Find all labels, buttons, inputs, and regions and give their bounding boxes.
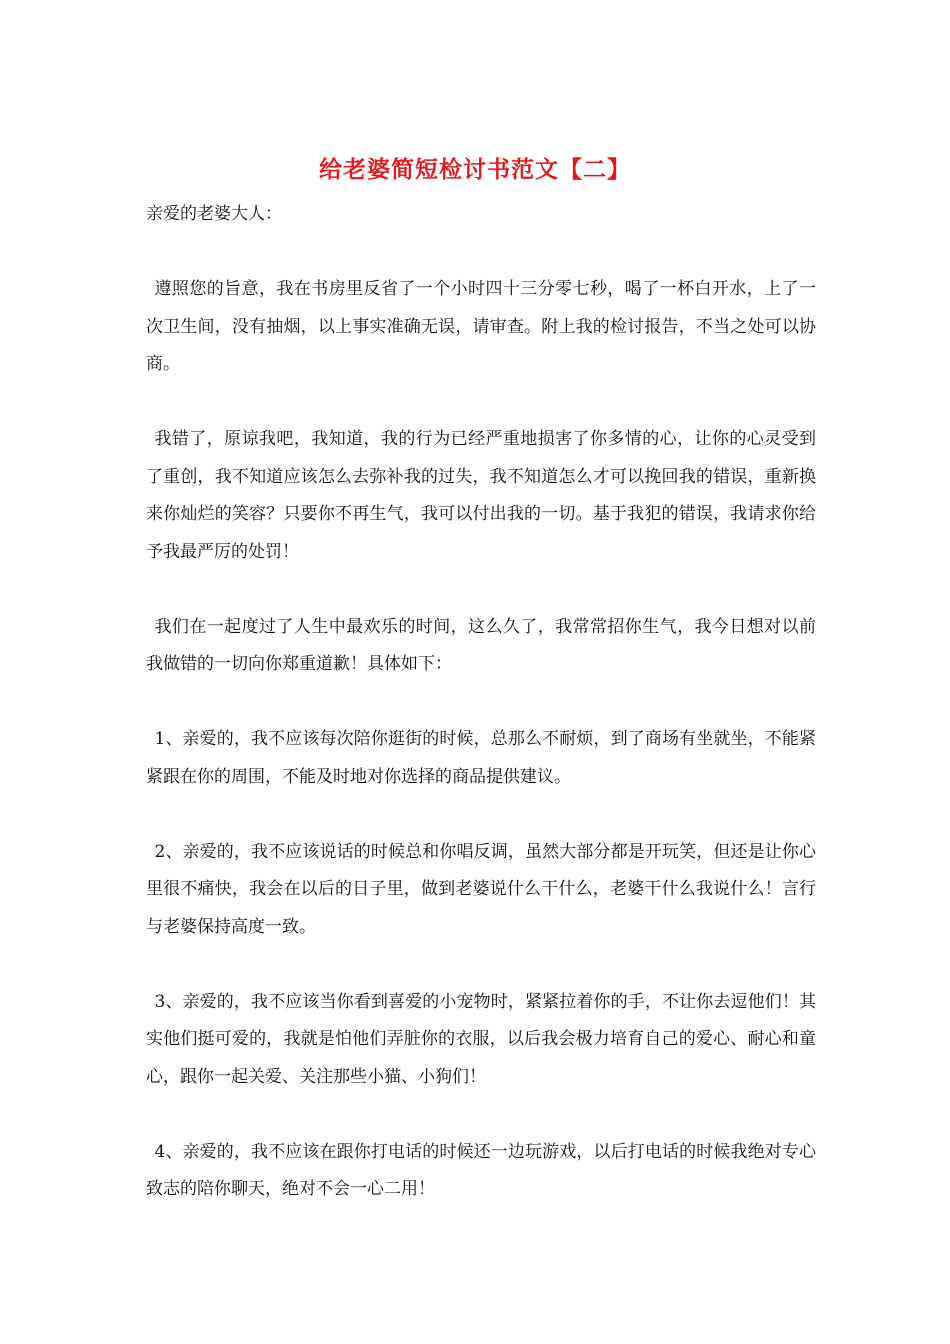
paragraph-intro: 遵照您的旨意，我在书房里反省了一个小时四十三分零七秒，喝了一杯白开水，上了一次卫生间，没有抽烟，以上事实准确无误，请审查。附上我的检讨报告，不当之处可以协商。 [146,279,816,374]
paragraph-summary: 我们在一起度过了人生中最欢乐的时间，这么久了，我常常招你生气，我今日想对以前我做错的一切向你郑重道歉！具体如下： [146,616,816,674]
paragraph-item-4: 4、亲爱的，我不应该在跟你打电话的时候还一边玩游戏，以后打电话的时候我绝对专心致志的陪你聊天，绝对不会一心二用！ [146,1141,816,1199]
paragraph-apology: 我错了，原谅我吧，我知道，我的行为已经严重地损害了你多情的心，让你的心灵受到了重创，我不知道应该怎么去弥补我的过失，我不知道怎么才可以挽回我的错误，重新换来你灿烂的笑容？只要你不再生气，我可以付出我的一切。基于我犯的错误，我请求你给予我最严厉的处罚！ [146,429,816,562]
paragraph-item-2: 2、亲爱的，我不应该说话的时候总和你唱反调，虽然大部分都是开玩笑，但还是让你心里很不痛快，我会在以后的日子里，做到老婆说什么干什么，老婆干什么我说什么！言行与老婆保持高度一致。 [146,841,816,937]
paragraph-item-3: 3、亲爱的，我不应该当你看到喜爱的小宠物时，紧紧拉着你的手，不让你去逗他们！其实他们挺可爱的，我就是怕他们弄脏你的衣服，以后我会极力培育自己的爱心、耐心和童心，跟你一起关爱、关注那些小猫、小狗们！ [146,991,816,1087]
paragraph-item-1: 1、亲爱的，我不应该每次陪你逛街的时候，总那么不耐烦，到了商场有坐就坐，不能紧紧跟在你的周围，不能及时地对你选择的商品提供建议。 [146,729,816,787]
document-body [146,196,816,1209]
salutation: 亲爱的老婆大人： [146,204,282,224]
document-title: 给老婆简短检讨书范文【二】 [319,156,631,183]
